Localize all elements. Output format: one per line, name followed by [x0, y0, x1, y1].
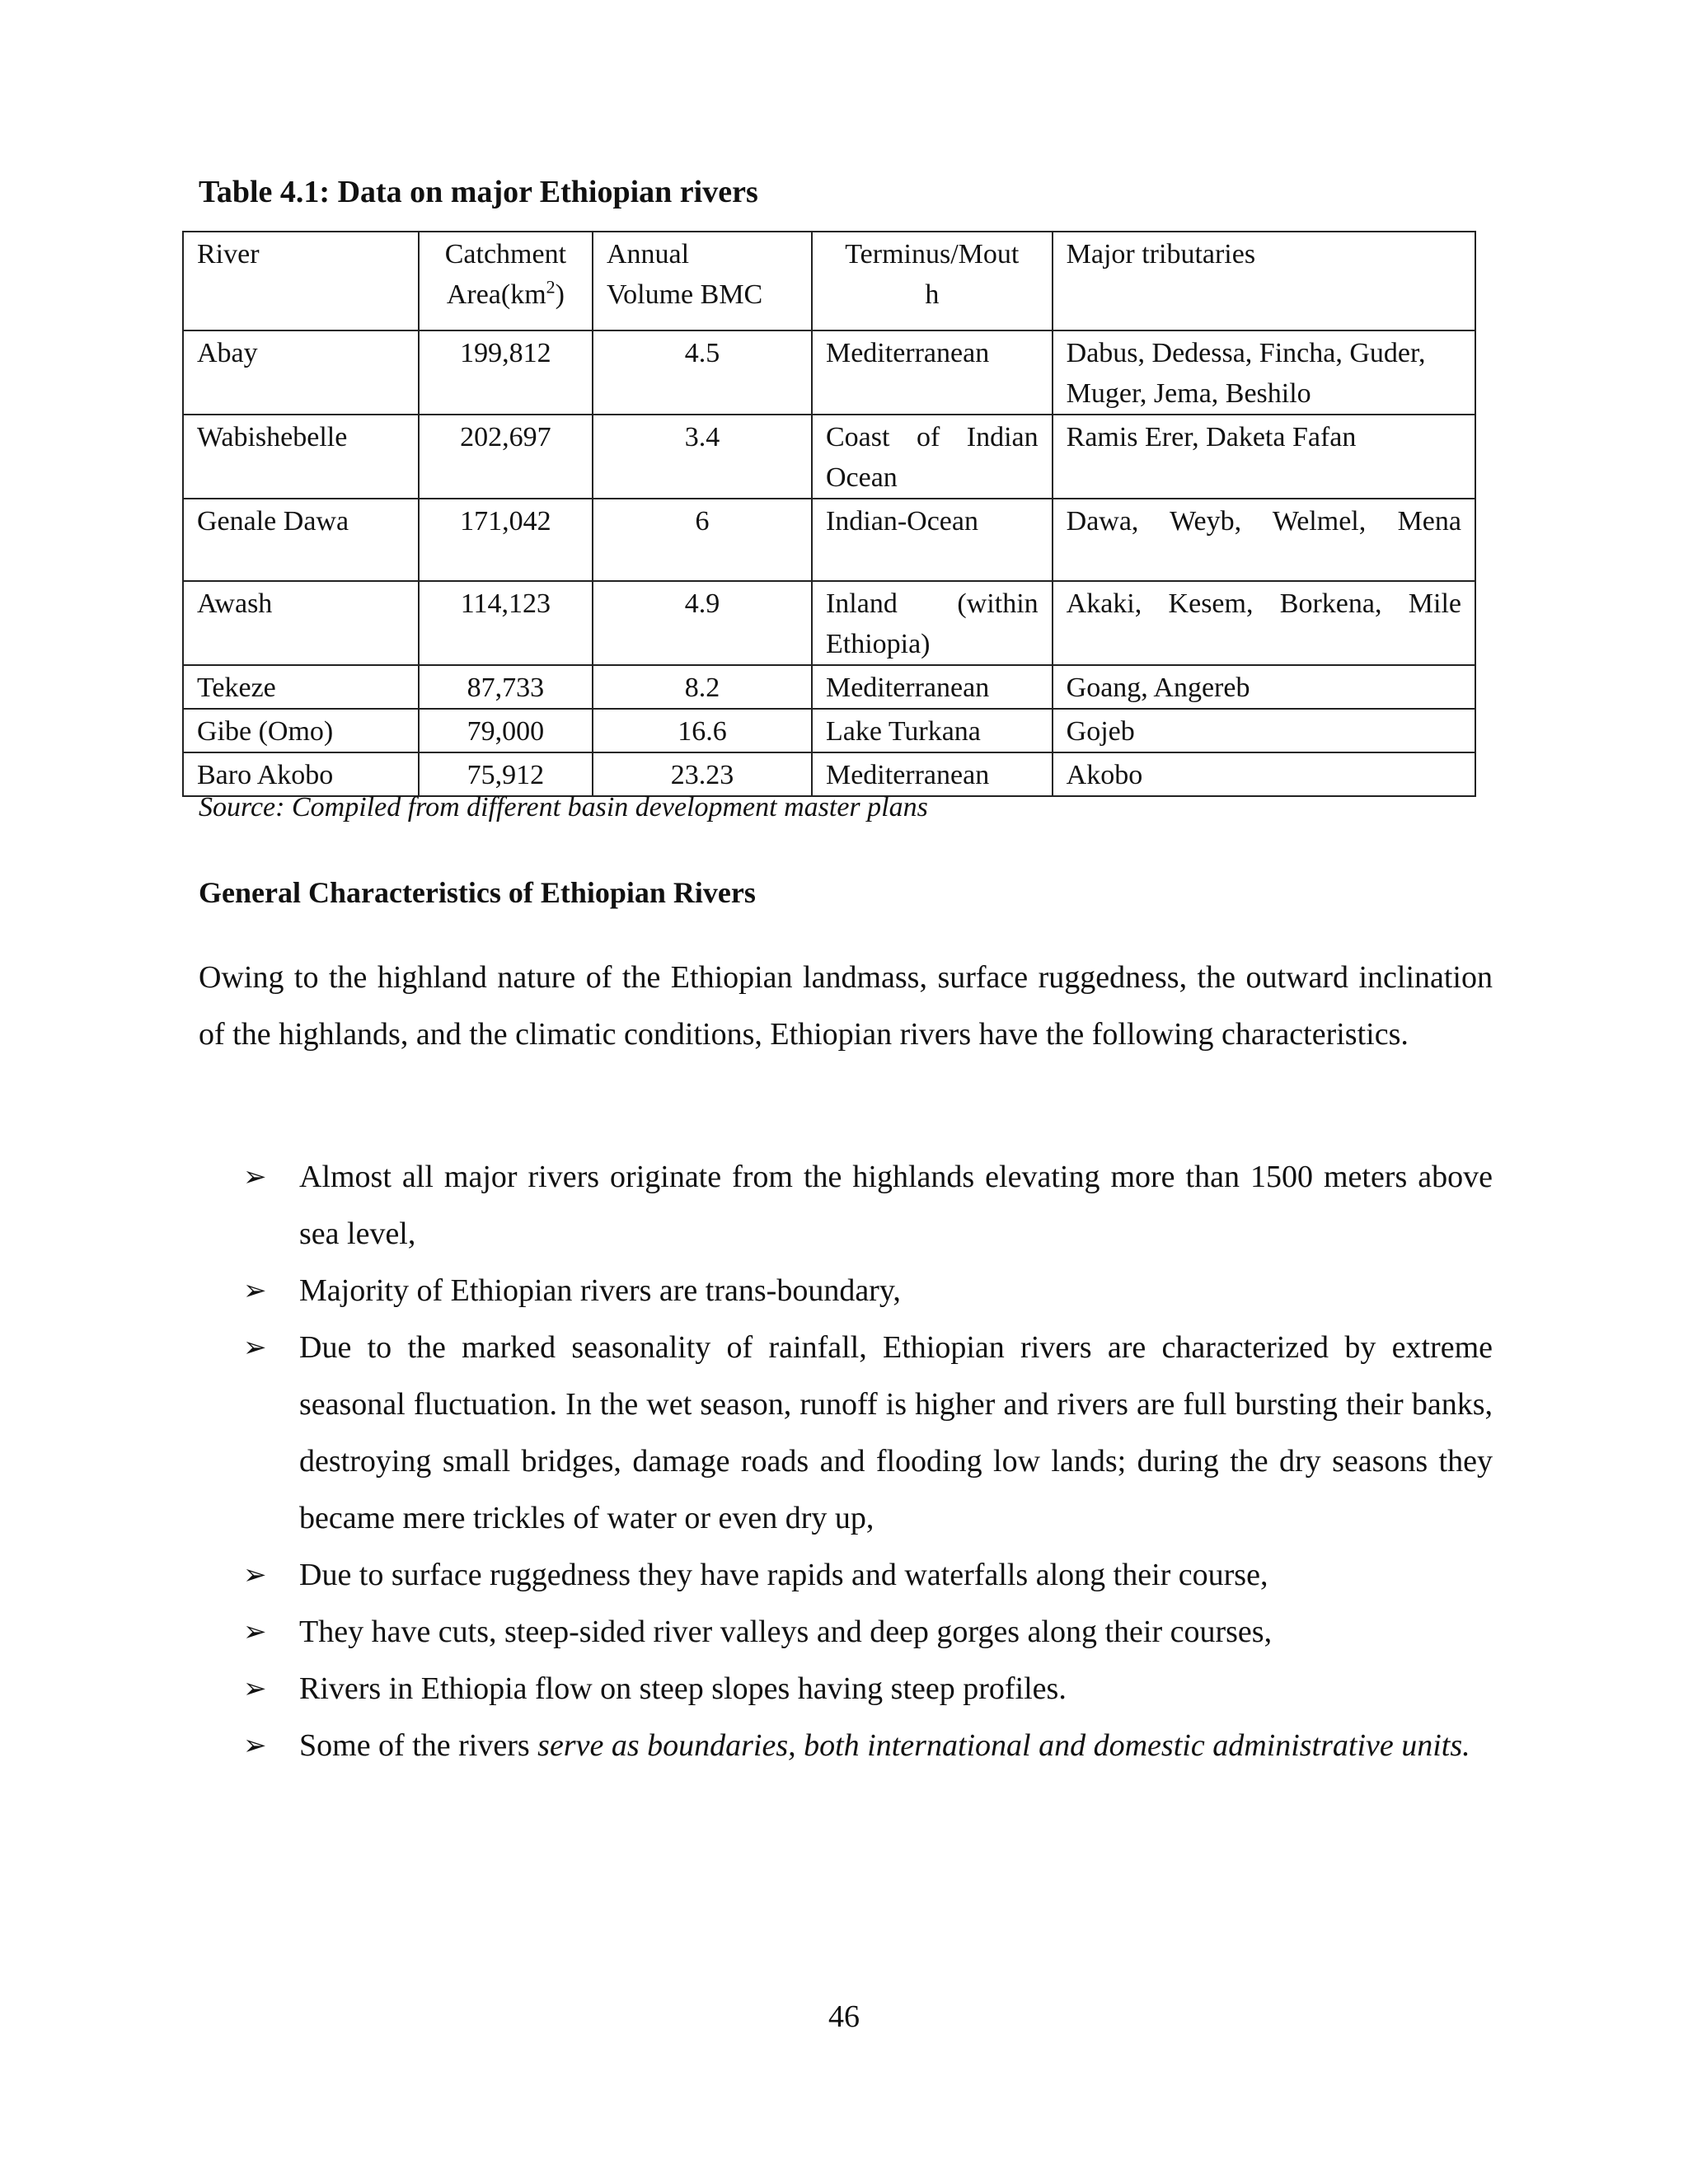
arrow-bullet-icon: ➢ [243, 1672, 267, 1705]
cell-terminus: Mediterranean [812, 752, 1053, 796]
list-item: ➢ Some of the rivers serve as boundaries, both international and domestic administrative units. [243, 1718, 1493, 1774]
list-item: ➢ Due to the marked seasonality of rainfall, Ethiopian rivers are characterized by extreme seasonal fluctuation. In the wet season, runoff is higher and rivers are full bursting their banks, destroying small bridges, damage roads and flooding low lands; during the dry seasons they became mere trickles of water or even dry up, [243, 1319, 1493, 1547]
cell-volume: 8.2 [593, 665, 812, 709]
characteristics-list [243, 1149, 1493, 1774]
cell-tributaries: Goang, Angereb [1053, 665, 1475, 709]
cell-terminus: Indian-Ocean [812, 499, 1053, 581]
cell-volume: 6 [593, 499, 812, 581]
arrow-bullet-icon: ➢ [243, 1331, 267, 1364]
cell-river: Gibe (Omo) [183, 709, 419, 752]
cell-river: Baro Akobo [183, 752, 419, 796]
arrow-bullet-icon: ➢ [243, 1160, 267, 1193]
cell-river: Abay [183, 330, 419, 415]
cell-area: 75,912 [419, 752, 593, 796]
cell-terminus: Inland (within Ethiopia) [812, 581, 1053, 665]
arrow-bullet-icon: ➢ [243, 1729, 267, 1762]
table-row [183, 499, 1475, 581]
table-title: Table 4.1: Data on major Ethiopian rivers [199, 175, 758, 209]
cell-river: Wabishebelle [183, 415, 419, 499]
cell-river: Tekeze [183, 665, 419, 709]
header-terminus: Terminus/Mout h [812, 232, 1053, 330]
table-source-note: Source: Compiled from different basin development master plans [199, 792, 928, 823]
list-item: ➢ Rivers in Ethiopia flow on steep slopes having steep profiles. [243, 1661, 1493, 1718]
page-number: 46 [828, 1999, 860, 2034]
header-annual-volume: Annual Volume BMC [593, 232, 812, 330]
cell-area: 199,812 [419, 330, 593, 415]
cell-volume: 23.23 [593, 752, 812, 796]
cell-area: 202,697 [419, 415, 593, 499]
cell-tributaries: Ramis Erer, Daketa Fafan [1053, 415, 1475, 499]
table-header-row [183, 232, 1475, 330]
cell-volume: 3.4 [593, 415, 812, 499]
cell-area: 171,042 [419, 499, 593, 581]
cell-tributaries: Dabus, Dedessa, Fincha, Guder, Muger, Jema, Beshilo [1053, 330, 1475, 415]
cell-volume: 4.9 [593, 581, 812, 665]
arrow-bullet-icon: ➢ [243, 1558, 267, 1591]
section-heading: General Characteristics of Ethiopian Rivers [199, 876, 756, 909]
cell-volume: 4.5 [593, 330, 812, 415]
cell-terminus: Mediterranean [812, 330, 1053, 415]
header-river: River [183, 232, 419, 330]
cell-volume: 16.6 [593, 709, 812, 752]
header-major-tributaries: Major tributaries [1053, 232, 1475, 330]
cell-terminus: Mediterranean [812, 665, 1053, 709]
cell-tributaries: Gojeb [1053, 709, 1475, 752]
cell-tributaries: Akobo [1053, 752, 1475, 796]
arrow-bullet-icon: ➢ [243, 1274, 267, 1307]
table-row [183, 709, 1475, 752]
list-item: ➢ Majority of Ethiopian rivers are trans-boundary, [243, 1263, 1493, 1319]
intro-paragraph: Owing to the highland nature of the Ethiopian landmass, surface ruggedness, the outward inclination of the highlands, and the climatic conditions, Ethiopian rivers have the following characteristics. [199, 960, 1493, 1052]
table-row [183, 415, 1475, 499]
cell-area: 87,733 [419, 665, 593, 709]
list-item: ➢ Due to surface ruggedness they have rapids and waterfalls along their course, [243, 1547, 1493, 1604]
rivers-table [182, 231, 1476, 797]
cell-area: 79,000 [419, 709, 593, 752]
cell-terminus: Lake Turkana [812, 709, 1053, 752]
cell-tributaries: Dawa, Weyb, Welmel, Mena [1053, 499, 1475, 581]
cell-tributaries: Akaki, Kesem, Borkena, Mile [1053, 581, 1475, 665]
table-row [183, 330, 1475, 415]
cell-river: Awash [183, 581, 419, 665]
cell-river: Genale Dawa [183, 499, 419, 581]
list-item: ➢ They have cuts, steep-sided river valleys and deep gorges along their courses, [243, 1604, 1493, 1661]
cell-area: 114,123 [419, 581, 593, 665]
cell-terminus: Coast of Indian Ocean [812, 415, 1053, 499]
list-item: ➢ Almost all major rivers originate from the highlands elevating more than 1500 meters above sea level, [243, 1149, 1493, 1263]
arrow-bullet-icon: ➢ [243, 1615, 267, 1648]
table-row [183, 581, 1475, 665]
header-catchment-area: Catchment $Area(km^2)$ [419, 232, 593, 330]
table-row [183, 665, 1475, 709]
